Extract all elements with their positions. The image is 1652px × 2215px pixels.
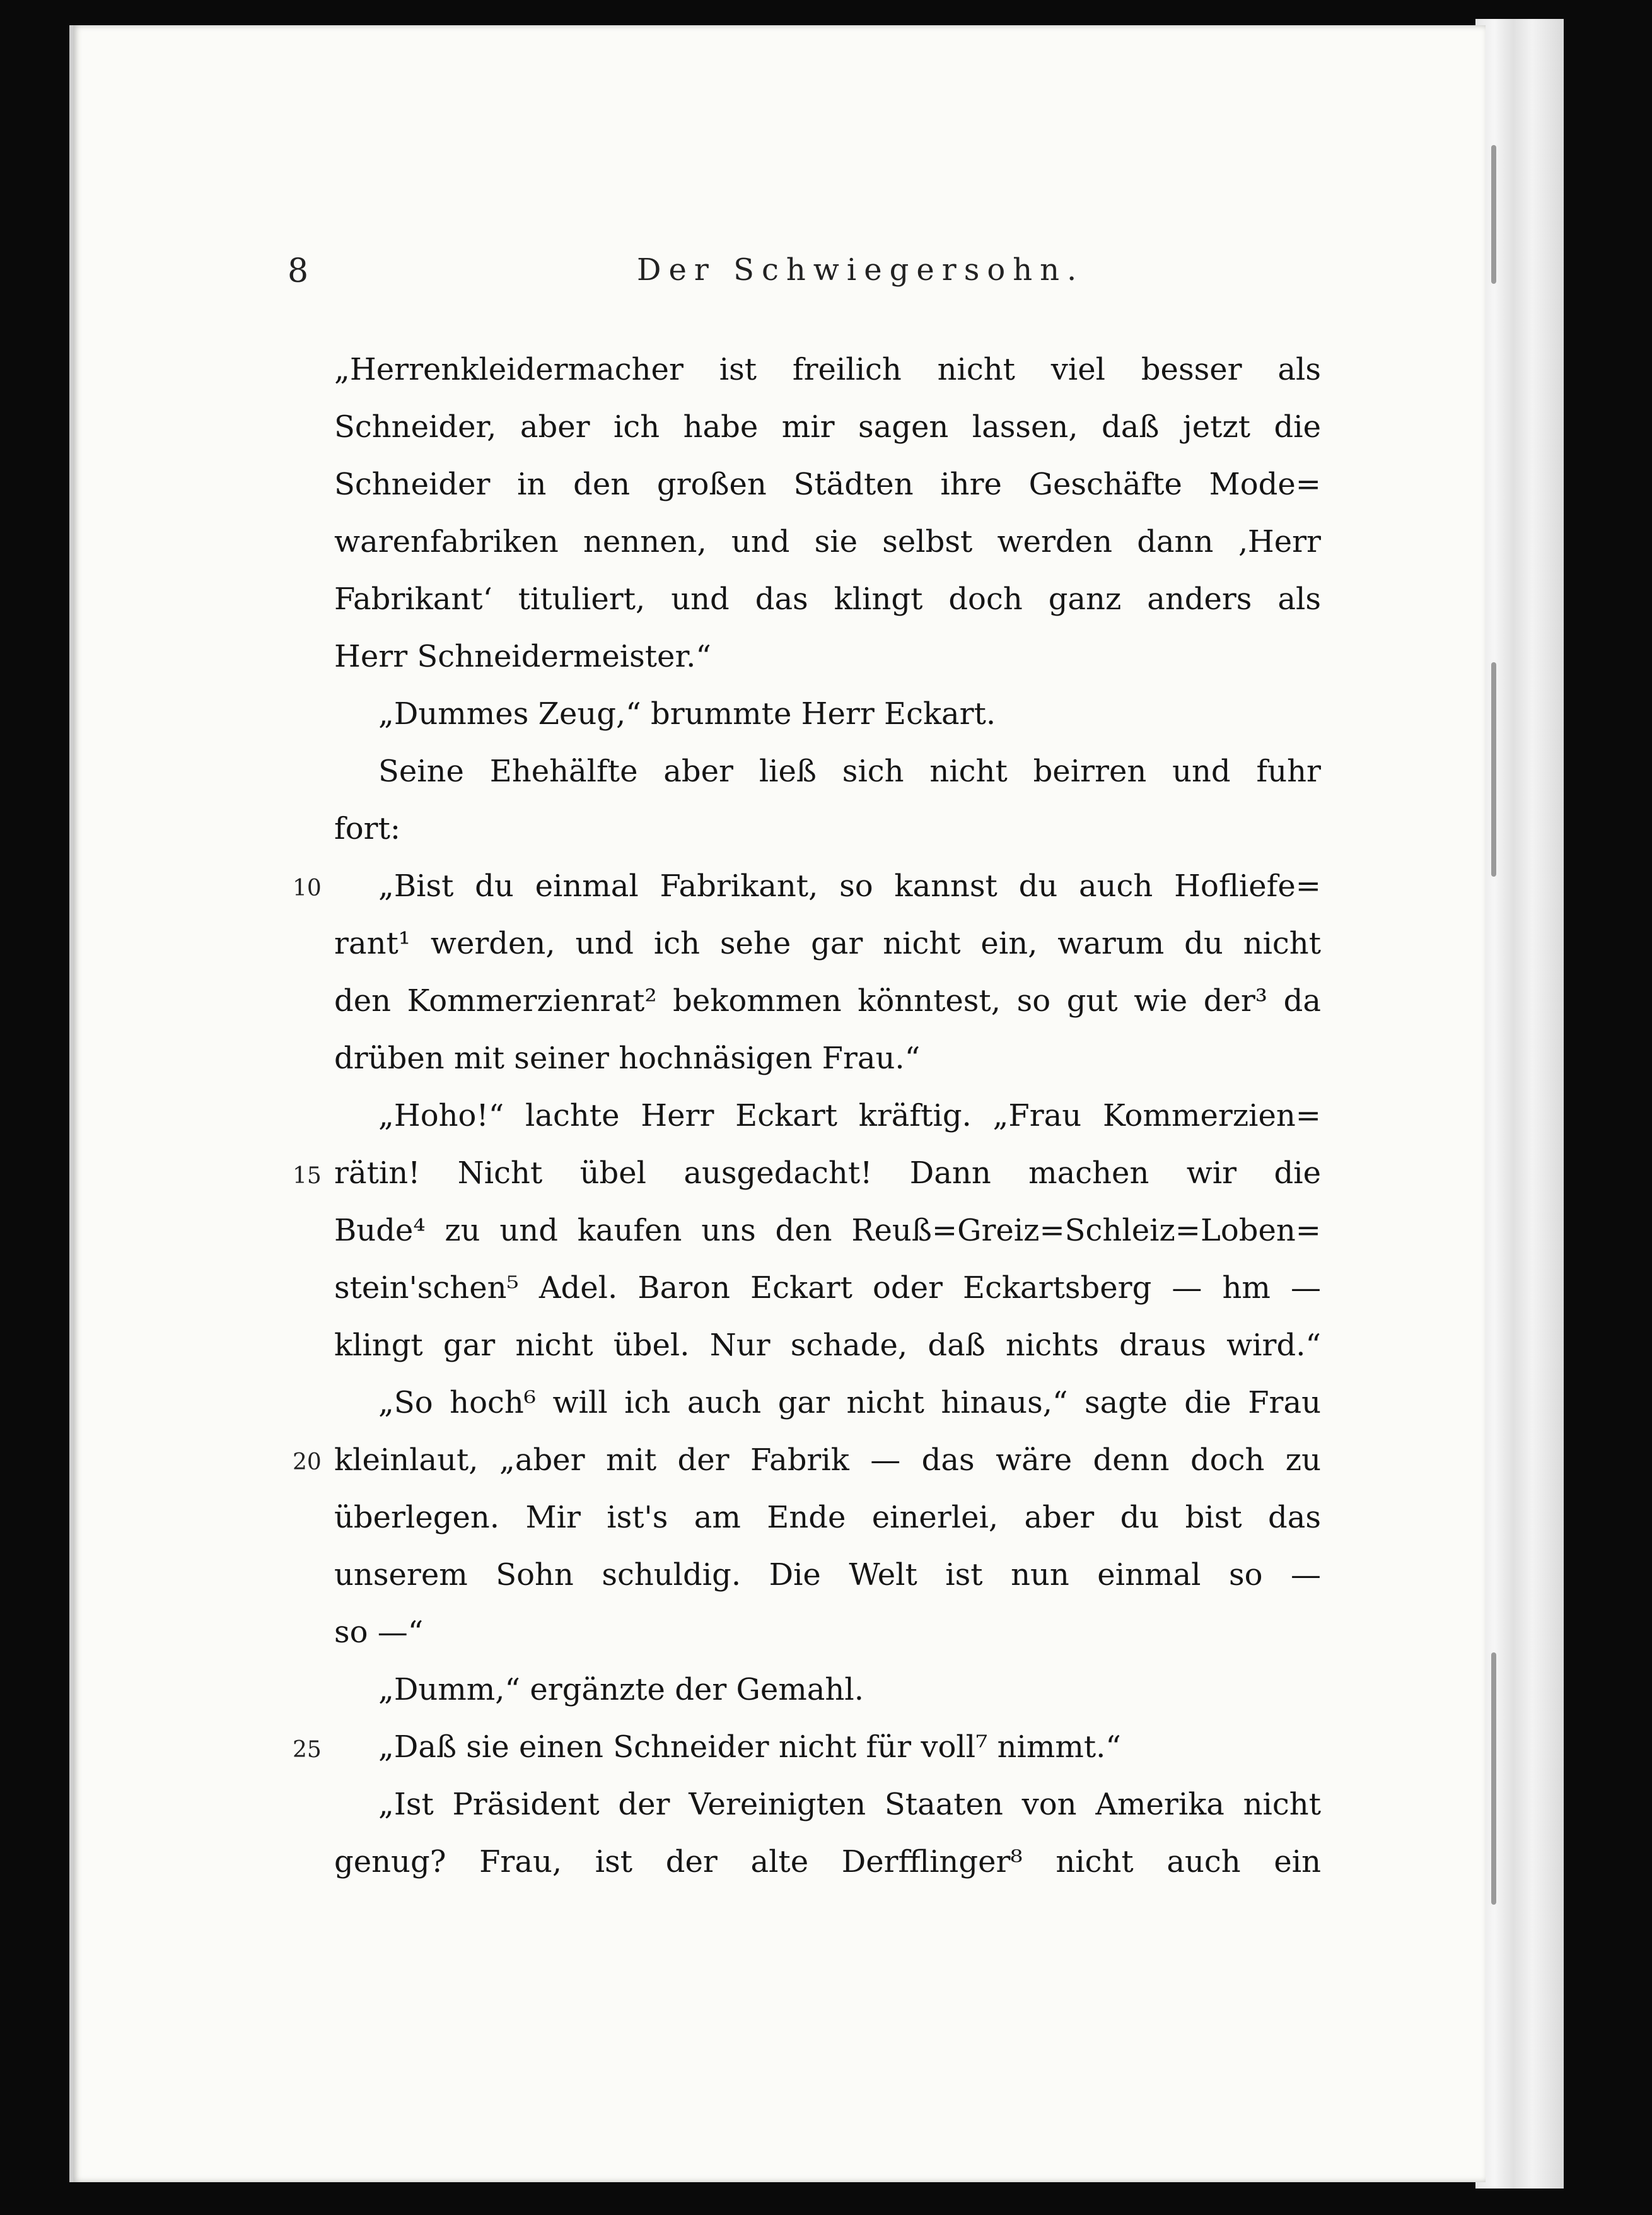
text-line: „Ist Präsident der Vereinigten Staaten von Amerika nicht xyxy=(378,1787,1321,1822)
text-line: unserem Sohn schuldig. Die Welt ist nun einmal so — xyxy=(334,1557,1321,1593)
line-number: 20 xyxy=(293,1449,322,1475)
text-line: den Kommerzienrat² bekommen könntest, so gut wie der³ da xyxy=(334,983,1321,1019)
text-line: drüben mit seiner hochnäsigen Frau.“ xyxy=(334,1041,921,1076)
text-line: Schneider in den großen Städten ihre Geschäfte Mode= xyxy=(334,467,1321,502)
running-head: Der Schwiegersohn. xyxy=(637,252,1085,288)
page-edge-mark xyxy=(1491,1652,1496,1905)
text-line: „Herrenkleidermacher ist freilich nicht viel besser als xyxy=(334,352,1321,387)
text-line: fort: xyxy=(334,811,401,846)
text-line: Fabrikant‘ tituliert, und das klingt doch ganz anders als xyxy=(334,582,1321,617)
text-line: Schneider, aber ich habe mir sagen lassen, daß jetzt die xyxy=(334,409,1321,445)
text-line: überlegen. Mir ist's am Ende einerlei, aber du bist das xyxy=(334,1500,1321,1535)
text-line: Herr Schneidermeister.“ xyxy=(334,639,711,674)
page-edge-mark xyxy=(1491,662,1496,877)
page-edge xyxy=(1475,19,1564,2189)
text-line: so —“ xyxy=(334,1615,424,1650)
text-line: „Hoho!“ lachte Herr Eckart kräftig. „Frau Kommerzien= xyxy=(378,1098,1321,1133)
text-line: stein'schen⁵ Adel. Baron Eckart oder Eckartsberg — hm — xyxy=(334,1270,1321,1306)
text-line: warenfabriken nennen, und sie selbst werden dann ‚Herr xyxy=(334,524,1321,559)
text-line: Seine Ehehälfte aber ließ sich nicht beirren und fuhr xyxy=(378,754,1321,789)
text-line: genug? Frau, ist der alte Derfflinger⁸ nicht auch ein xyxy=(334,1844,1321,1879)
text-line: klingt gar nicht übel. Nur schade, daß nichts draus wird.“ xyxy=(334,1328,1321,1363)
text-line: „Dumm,“ ergänzte der Gemahl. xyxy=(378,1672,864,1707)
text-line: „Bist du einmal Fabrikant, so kannst du auch Hofliefe= xyxy=(378,868,1321,904)
line-number: 10 xyxy=(293,875,322,901)
page-number: 8 xyxy=(288,252,309,290)
page-edge-mark xyxy=(1491,145,1496,284)
text-line: Bude⁴ zu und kaufen uns den Reuß=Greiz=Schleiz=Loben= xyxy=(334,1213,1321,1248)
line-number: 25 xyxy=(293,1737,322,1763)
line-number: 15 xyxy=(293,1163,322,1189)
text-line: „So hoch⁶ will ich auch gar nicht hinaus,“ sagte die Frau xyxy=(378,1385,1321,1420)
text-line: rant¹ werden, und ich sehe gar nicht ein, warum du nicht xyxy=(334,926,1321,961)
text-line: kleinlaut, „aber mit der Fabrik — das wäre denn doch zu xyxy=(334,1442,1321,1478)
text-line: „Daß sie einen Schneider nicht für voll⁷ nimmt.“ xyxy=(378,1729,1121,1765)
text-line: rätin! Nicht übel ausgedacht! Dann machen wir die xyxy=(334,1155,1321,1191)
text-line: „Dummes Zeug,“ brummte Herr Eckart. xyxy=(378,696,996,732)
